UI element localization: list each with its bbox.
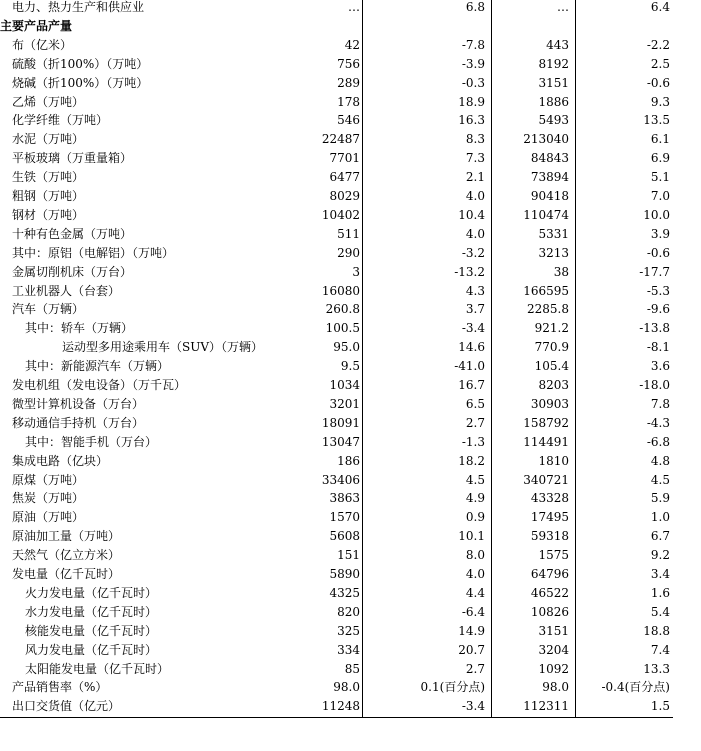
current-month-value: 325 (337, 623, 360, 638)
current-month-value: 11248 (321, 699, 360, 714)
cumulative-value: 114491 (523, 434, 569, 449)
cumulative-growth: 5.1 (650, 170, 670, 185)
cumulative-growth: -0.6 (646, 245, 670, 260)
current-month-value: 9.5 (340, 359, 360, 374)
row-label: 微型计算机设备（万台） (12, 396, 145, 411)
table-row (0, 93, 673, 112)
row-label: 运动型多用途乘用车（SUV）（万辆） (62, 340, 264, 355)
table-row (0, 471, 673, 490)
current-month-growth: 10.1 (458, 529, 485, 544)
cumulative-value: 3204 (538, 642, 569, 657)
table-row (0, 111, 673, 130)
current-month-growth: 16.3 (458, 113, 485, 128)
row-label: 太阳能发电量（亿千瓦时） (25, 661, 170, 676)
current-month-growth: 4.9 (465, 491, 485, 506)
current-month-growth: -6.4 (461, 604, 485, 619)
cumulative-value: 59318 (530, 529, 569, 544)
cumulative-value: 1575 (538, 548, 569, 563)
current-month-value: 151 (337, 548, 360, 563)
current-month-growth: -13.2 (454, 264, 485, 279)
row-label: 核能发电量（亿千瓦时） (25, 623, 158, 638)
row-label: 金属切削机床（万台） (12, 264, 133, 279)
row-label: 汽车（万辆） (12, 302, 85, 317)
cumulative-growth: 9.3 (650, 94, 670, 109)
table-row (0, 130, 673, 149)
cumulative-growth: 18.8 (643, 623, 670, 638)
current-month-growth: -3.2 (461, 245, 485, 260)
row-label: 移动通信手持机（万台） (12, 415, 145, 430)
row-label: 天然气（亿立方米） (12, 548, 121, 563)
cumulative-growth: 3.4 (650, 567, 670, 581)
row-label: 原煤（万吨） (12, 472, 85, 487)
table-row (0, 187, 673, 206)
row-label: 主要产品产量 (0, 18, 73, 33)
cumulative-growth: -0.4(百分点) (601, 680, 670, 695)
column-divider (362, 0, 363, 717)
cumulative-growth: 6.1 (650, 132, 670, 147)
current-month-growth: 6.5 (465, 396, 485, 411)
cumulative-value: 770.9 (534, 340, 569, 355)
current-month-value: 511 (337, 226, 360, 241)
cumulative-growth: 9.2 (650, 548, 670, 563)
table-row (0, 546, 673, 565)
row-label: 平板玻璃（万重量箱） (12, 151, 133, 166)
cumulative-growth: 7.4 (650, 642, 670, 657)
current-month-growth: 4.0 (465, 189, 485, 203)
cumulative-value: 46522 (530, 585, 569, 600)
current-month-growth: 3.7 (465, 302, 485, 317)
current-month-growth: 2.1 (465, 170, 485, 185)
cumulative-value: 166595 (523, 283, 569, 298)
current-month-value: 1034 (329, 378, 360, 392)
table-row (0, 36, 673, 55)
table-row (0, 225, 673, 244)
column-divider (575, 0, 576, 717)
current-month-value: 186 (337, 453, 360, 468)
current-month-growth: 4.5 (465, 472, 485, 487)
row-label: 其中：新能源汽车（万辆） (25, 359, 170, 374)
current-month-growth: 4.0 (465, 226, 485, 241)
table-row (0, 74, 673, 93)
current-month-value: 10402 (321, 207, 360, 222)
cumulative-growth: 6.7 (650, 529, 670, 544)
table-row (0, 584, 673, 603)
cumulative-value: 3213 (538, 245, 569, 260)
cumulative-value: 1810 (538, 453, 569, 468)
cumulative-value: 5493 (538, 113, 569, 128)
cumulative-value: 8192 (538, 56, 569, 71)
cumulative-value: 1092 (538, 661, 569, 676)
row-label: 电力、热力生产和供应业 (12, 0, 145, 14)
cumulative-growth: 1.5 (650, 699, 670, 714)
current-month-growth: 2.7 (465, 661, 485, 676)
current-month-value: 33406 (321, 472, 360, 487)
table-row (0, 395, 673, 414)
cumulative-growth: 4.5 (650, 472, 670, 487)
cumulative-growth: 1.0 (650, 510, 670, 525)
row-label: 十种有色金属（万吨） (12, 226, 133, 241)
cumulative-value: 3151 (538, 623, 569, 638)
current-month-growth: 4.4 (465, 585, 485, 600)
table-row (0, 338, 673, 357)
current-month-growth: -3.9 (461, 56, 485, 71)
table-row (0, 168, 673, 187)
cumulative-growth: 13.5 (643, 113, 670, 128)
cumulative-growth: 13.3 (643, 661, 670, 676)
cumulative-growth: 2.5 (650, 56, 670, 71)
current-month-growth: -7.8 (461, 37, 485, 52)
current-month-growth: 10.4 (458, 207, 485, 222)
table-row (0, 376, 673, 395)
row-label: 风力发电量（亿千瓦时） (25, 642, 158, 657)
row-label: 发电机组（发电设备）（万千瓦） (12, 378, 187, 392)
table-row (0, 300, 673, 319)
cumulative-value: 30903 (530, 396, 569, 411)
cumulative-growth: 7.0 (650, 189, 670, 203)
cumulative-value: 84843 (530, 151, 569, 166)
cumulative-value: 43328 (530, 491, 569, 506)
cumulative-value: 3151 (538, 75, 569, 90)
current-month-growth: 20.7 (458, 642, 485, 657)
row-label: 其中：原铝（电解铝）（万吨） (12, 245, 175, 260)
current-month-value: 4325 (329, 585, 360, 600)
current-month-value: 8029 (329, 189, 360, 203)
table-row (0, 433, 673, 452)
cumulative-value: 73894 (530, 170, 569, 185)
cumulative-value: 158792 (523, 415, 569, 430)
row-label: 水泥（万吨） (12, 132, 85, 147)
cumulative-growth: 6.4 (650, 0, 670, 14)
cumulative-growth: 3.9 (650, 226, 670, 241)
current-month-value: 42 (344, 37, 360, 52)
row-label: 原油（万吨） (12, 510, 85, 525)
row-label: 烧碱（折100%）（万吨） (12, 75, 149, 90)
current-month-growth (385, 17, 485, 36)
row-label: 粗钢（万吨） (12, 189, 85, 203)
current-month-growth: 18.2 (458, 453, 485, 468)
current-month-value: 7701 (329, 151, 360, 166)
row-label: 火力发电量（亿千瓦时） (25, 585, 158, 600)
row-label: 化学纤维（万吨） (12, 113, 109, 128)
current-month-growth: -3.4 (461, 321, 485, 336)
cumulative-growth: 1.6 (650, 585, 670, 600)
current-month-value: … (348, 0, 360, 14)
table-row (0, 622, 673, 641)
table-row (0, 149, 673, 168)
current-month-value: 546 (337, 113, 360, 128)
current-month-value: 260.8 (325, 302, 360, 317)
cumulative-value: … (557, 0, 569, 14)
cumulative-growth: -13.8 (639, 321, 670, 336)
current-month-value: 95.0 (333, 340, 360, 355)
current-month-growth: 6.8 (465, 0, 485, 14)
row-label: 其中：智能手机（万台） (25, 434, 158, 449)
current-month-value: 22487 (321, 132, 360, 147)
table-row (0, 452, 673, 471)
current-month-growth: 4.3 (465, 283, 485, 298)
current-month-growth: 14.9 (458, 623, 485, 638)
table-row (0, 641, 673, 660)
table-row (0, 319, 673, 338)
table-row (0, 244, 673, 263)
current-month-value: 5608 (329, 529, 360, 544)
cumulative-value: 98.0 (542, 680, 569, 695)
row-label: 其中：轿车（万辆） (25, 321, 134, 336)
cumulative-growth: -8.1 (646, 340, 670, 355)
cumulative-growth: -18.0 (639, 378, 670, 392)
table-row (0, 660, 673, 679)
cumulative-growth: 5.4 (650, 604, 670, 619)
cumulative-growth: -4.3 (646, 415, 670, 430)
cumulative-growth: -9.6 (646, 302, 670, 317)
row-label: 出口交货值（亿元） (12, 699, 121, 714)
table-row (0, 206, 673, 225)
cumulative-growth: 6.9 (650, 151, 670, 166)
current-month-growth: 2.7 (465, 415, 485, 430)
table-row (0, 0, 673, 17)
cumulative-value: 10826 (530, 604, 569, 619)
row-label: 乙烯（万吨） (12, 94, 85, 109)
current-month-value: 5890 (329, 567, 360, 581)
current-month-growth: -0.3 (461, 75, 485, 90)
cumulative-growth (570, 17, 670, 36)
current-month-value: 6477 (329, 170, 360, 185)
cumulative-growth: -5.3 (646, 283, 670, 298)
current-month-growth: 0.1(百分点) (420, 680, 485, 695)
table-row (0, 55, 673, 74)
row-label: 发电量（亿千瓦时） (12, 567, 121, 581)
cumulative-growth: 3.6 (650, 359, 670, 374)
cumulative-value: 2285.8 (527, 302, 569, 317)
table-row (0, 263, 673, 282)
current-month-value: 85 (344, 661, 360, 676)
current-month-value: 290 (337, 245, 360, 260)
cumulative-value: 110474 (523, 207, 569, 222)
row-label: 布（亿米） (12, 37, 73, 52)
current-month-value: 756 (337, 56, 360, 71)
cumulative-growth: -6.8 (646, 434, 670, 449)
cumulative-value: 8203 (538, 378, 569, 392)
cumulative-growth: 10.0 (643, 207, 670, 222)
current-month-value: 100.5 (325, 321, 360, 336)
table-row (0, 565, 673, 584)
table-row (0, 603, 673, 622)
table-row (0, 527, 673, 546)
cumulative-growth: 5.9 (650, 491, 670, 506)
current-month-growth: 8.3 (465, 132, 485, 147)
row-label: 工业机器人（台套） (12, 283, 121, 298)
cumulative-value: 105.4 (534, 359, 569, 374)
cumulative-growth: 4.8 (650, 453, 670, 468)
current-month-growth: 8.0 (465, 548, 485, 563)
cumulative-value: 443 (546, 37, 569, 52)
cumulative-value: 38 (553, 264, 569, 279)
current-month-growth: 7.3 (465, 151, 485, 166)
current-month-value: 13047 (321, 434, 360, 449)
cumulative-growth: -17.7 (639, 264, 670, 279)
current-month-growth: 0.9 (465, 510, 485, 525)
cumulative-value: 921.2 (534, 321, 569, 336)
cumulative-value: 213040 (523, 132, 569, 147)
current-month-growth: -1.3 (461, 434, 485, 449)
column-divider (491, 0, 492, 717)
table-row (0, 678, 673, 697)
table-row (0, 282, 673, 301)
row-label: 原油加工量（万吨） (12, 529, 121, 544)
cumulative-value: 90418 (530, 189, 569, 203)
current-month-growth: 16.7 (458, 378, 485, 392)
current-month-growth: 4.0 (465, 567, 485, 581)
current-month-value: 3 (352, 264, 360, 279)
current-month-value: 3863 (329, 491, 360, 506)
current-month-value: 289 (337, 75, 360, 90)
current-month-value: 334 (337, 642, 360, 657)
row-label: 集成电路（亿块） (12, 453, 109, 468)
row-label: 焦炭（万吨） (12, 491, 85, 506)
current-month-value: 3201 (329, 396, 360, 411)
cumulative-growth: -2.2 (646, 37, 670, 52)
table-row (0, 508, 673, 527)
current-month-value: 98.0 (333, 680, 360, 695)
current-month-value: 16080 (321, 283, 360, 298)
cumulative-value: 112311 (523, 699, 569, 714)
current-month-growth: 18.9 (458, 94, 485, 109)
cumulative-value: 17495 (530, 510, 569, 525)
cumulative-value: 1886 (538, 94, 569, 109)
table-row (0, 414, 673, 433)
current-month-value: 820 (337, 604, 360, 619)
row-label: 产品销售率（%） (12, 680, 108, 695)
table-bottom-rule (0, 717, 673, 718)
row-label: 水力发电量（亿千瓦时） (25, 604, 158, 619)
row-label: 生铁（万吨） (12, 170, 85, 185)
current-month-value: 1570 (329, 510, 360, 525)
cumulative-value (489, 17, 569, 36)
cumulative-growth: -0.6 (646, 75, 670, 90)
cumulative-value: 5331 (538, 226, 569, 241)
cumulative-growth: 7.8 (650, 396, 670, 411)
current-month-value: 178 (337, 94, 360, 109)
current-month-growth: -41.0 (454, 359, 485, 374)
current-month-value (280, 17, 360, 36)
row-label: 钢材（万吨） (12, 207, 85, 222)
current-month-growth: 14.6 (458, 340, 485, 355)
table-row (0, 357, 673, 376)
current-month-growth: -3.4 (461, 699, 485, 714)
row-label: 硫酸（折100%）（万吨） (12, 56, 149, 71)
table-row (0, 17, 673, 36)
table-row (0, 697, 673, 716)
cumulative-value: 64796 (530, 567, 569, 581)
cumulative-value: 340721 (523, 472, 569, 487)
table-row (0, 489, 673, 508)
current-month-value: 18091 (321, 415, 360, 430)
